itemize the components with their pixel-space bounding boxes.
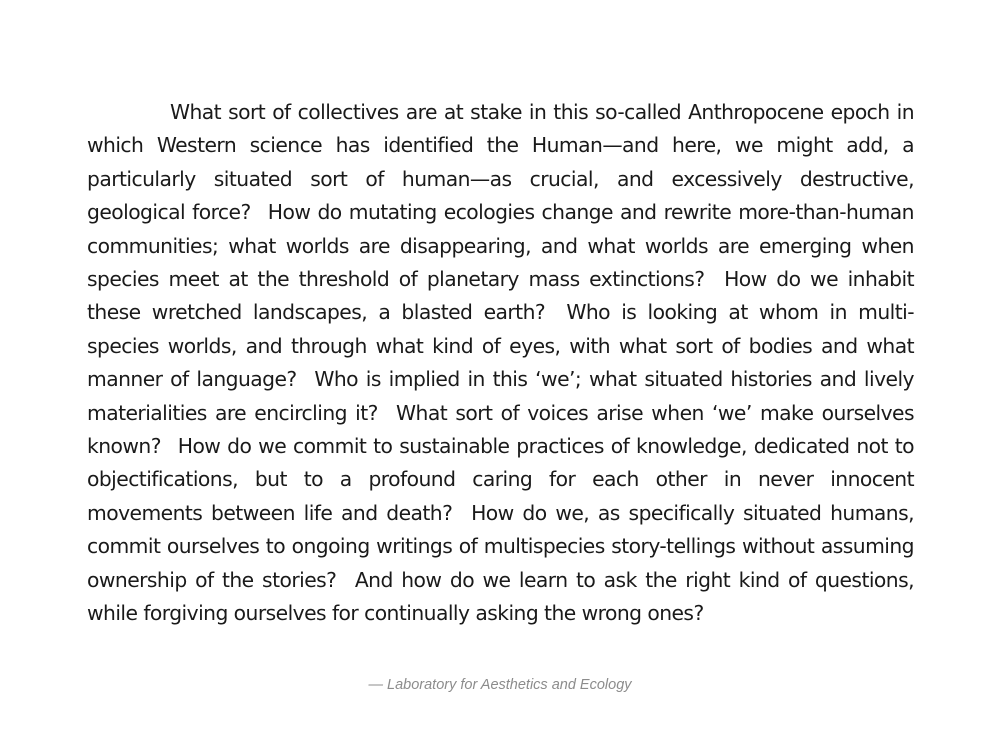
sentence: How do we commit to sustainable practices of knowledge, dedicated not to objectifications, but to a profound caring for each other in never innocent movements between life and death? — [87, 434, 914, 525]
sentence: How do we, as specifically situated humans, commit ourselves to ongoing writings of multispecies story-tellings without assuming ownership of the stories? — [87, 500, 914, 592]
sentence: What sort of voices arise when ‘we’ make ourselves known? — [87, 400, 914, 459]
sentence: How do mutating ecologies change and rewrite more-than-human communities; what worlds are disappearing, and what worlds are emerging when species meet at the threshold of planetary mass extinctions? — [87, 200, 914, 292]
sentence: How do we inhabit these wretched landscapes, a blasted earth? — [87, 267, 914, 325]
sentence: Who is implied in this ‘we’; what situated histories and lively materialities are encircling it? — [87, 367, 914, 425]
attribution: — Laboratory for Aesthetics and Ecology — [368, 677, 632, 693]
sentence: What sort of collectives are at stake in this so-called Anthropocene epoch in which Western science has identified the Human—and here, we might add, a particularly situated sort of human—as crucial, and excessively destructive, geological force? — [87, 100, 914, 225]
body-paragraph — [87, 96, 914, 631]
sentence: Who is looking at whom in multi-species worlds, and through what kind of eyes, with what sort of bodies and what manner of language? — [87, 300, 914, 392]
sentence: And how do we learn to ask the right kind of questions, while forgiving ourselves for continually asking the wrong ones? — [87, 567, 915, 626]
